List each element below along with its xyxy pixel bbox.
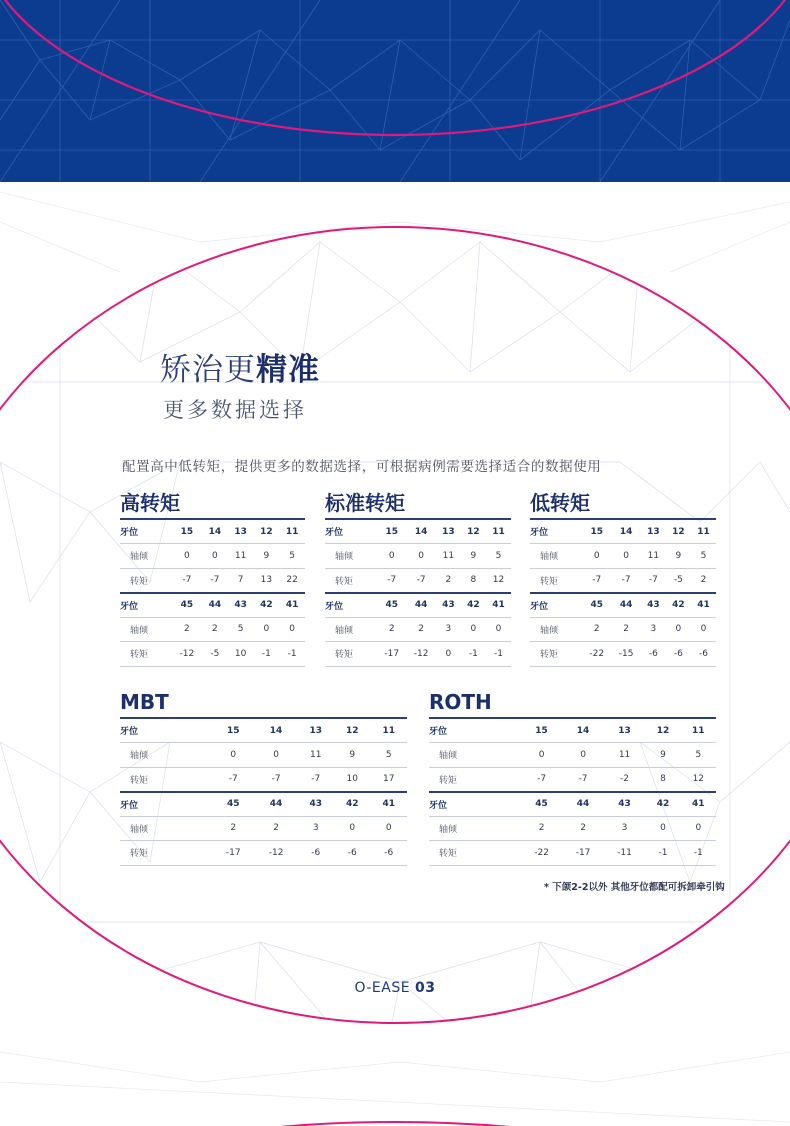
row-label: 轴倾 [120,743,212,768]
table-cell: -6 [666,642,691,667]
table-cell: 11 [604,743,645,768]
table-cell: 12 [486,568,511,593]
intro-text: 配置高中低转矩，提供更多的数据选择，可根据病例需要选择适合的数据使用 [122,459,602,475]
row-label: 转矩 [530,568,582,593]
table-row [530,519,716,544]
table-row [120,593,305,618]
table-cell: -7 [406,568,435,593]
data-table [325,518,511,667]
table-cell: 14 [202,519,228,544]
table-cell: 15 [172,519,202,544]
table-cell: 9 [666,544,691,569]
title-bold: 精准 [256,352,320,388]
table-cell: 0 [645,816,680,841]
row-label: 轴倾 [429,743,521,768]
row-label: 转矩 [120,841,212,866]
page-subtitle: 更多数据选择 [163,398,307,422]
table-cell: 2 [212,816,255,841]
table-cell: 15 [582,519,611,544]
table-cell: 0 [681,816,716,841]
table-cell: -11 [604,841,645,866]
table-cell: -17 [562,841,603,866]
table-cell: 10 [334,767,371,792]
table-block-low-torque [530,488,716,667]
table-cell: 0 [666,617,691,642]
row-label: 牙位 [120,519,172,544]
table-row [120,841,407,866]
table-cell: 9 [461,544,486,569]
footer-brand: O-EASE [354,980,411,996]
table-cell: -6 [297,841,334,866]
table-cell: 8 [645,767,680,792]
title-light: 矫治更 [160,352,256,388]
table-cell: 0 [255,743,298,768]
table-row [530,544,716,569]
table-cell: 0 [279,617,305,642]
table-cell: -17 [212,841,255,866]
table-cell: 0 [172,544,202,569]
table-cell: 5 [279,544,305,569]
table-title: MBT [120,690,169,714]
table-cell: 14 [562,718,603,743]
table-cell: 13 [641,519,666,544]
table-cell: -22 [582,642,611,667]
table-cell: 11 [228,544,254,569]
table-cell: 2 [611,617,640,642]
table-cell: -6 [334,841,371,866]
table-row [120,767,407,792]
table-cell: 2 [406,617,435,642]
table-cell: 44 [202,593,228,618]
table-cell: 11 [297,743,334,768]
table-cell: 7 [228,568,254,593]
table-cell: 22 [279,568,305,593]
page-title [160,344,320,389]
table-cell: -7 [521,767,562,792]
table-row [429,792,716,817]
table-cell: 0 [486,617,511,642]
table-cell: 5 [691,544,716,569]
table-cell: 42 [645,792,680,817]
table-cell: -2 [604,767,645,792]
table-cell: 9 [645,743,680,768]
row-label: 轴倾 [120,816,212,841]
row-label: 转矩 [429,841,521,866]
table-cell: 2 [202,617,228,642]
table-cell: 43 [641,593,666,618]
table-cell: 12 [681,767,716,792]
table-cell: -7 [377,568,406,593]
table-cell: -15 [611,642,640,667]
table-cell: -5 [666,568,691,593]
table-row [429,718,716,743]
table-cell: 13 [297,718,334,743]
table-cell: 8 [461,568,486,593]
table-title: 低转矩 [530,491,590,515]
table-cell: 11 [486,519,511,544]
table-row [325,519,511,544]
row-label: 转矩 [325,568,377,593]
table-cell: 0 [370,816,407,841]
table-cell: 11 [370,718,407,743]
row-label: 转矩 [120,568,172,593]
table-row [429,743,716,768]
page-number: 03 [415,980,436,996]
table-cell: 0 [253,617,279,642]
table-cell: -6 [691,642,716,667]
table-cell: 44 [406,593,435,618]
table-cell: 0 [582,544,611,569]
table-title: 标准转矩 [325,491,405,515]
table-cell: -17 [377,642,406,667]
table-cell: 2 [436,568,461,593]
table-cell: 44 [562,792,603,817]
row-label: 牙位 [120,593,172,618]
table-cell: 12 [666,519,691,544]
table-cell: 0 [691,617,716,642]
table-row [120,718,407,743]
table-row [429,841,716,866]
table-title: 高转矩 [120,491,180,515]
table-cell: 42 [666,593,691,618]
table-cell: 3 [436,617,461,642]
row-label: 转矩 [429,767,521,792]
table-cell: 2 [377,617,406,642]
table-cell: 14 [255,718,298,743]
table-cell: 2 [691,568,716,593]
table-cell: 12 [461,519,486,544]
table-cell: 5 [370,743,407,768]
table-cell: 3 [641,617,666,642]
row-label: 牙位 [325,593,377,618]
row-label: 牙位 [325,519,377,544]
table-cell: 2 [582,617,611,642]
table-cell: 41 [370,792,407,817]
table-cell: -7 [212,767,255,792]
table-cell: 2 [255,816,298,841]
table-cell: 44 [255,792,298,817]
table-title: ROTH [429,690,492,714]
table-cell: -7 [641,568,666,593]
row-label: 轴倾 [325,544,377,569]
table-cell: 42 [334,792,371,817]
table-cell: -7 [297,767,334,792]
table-cell: 9 [253,544,279,569]
data-table [429,717,716,866]
table-cell: 0 [562,743,603,768]
table-cell: 3 [604,816,645,841]
table-row [120,743,407,768]
table-row [325,642,511,667]
table-cell: 10 [228,642,254,667]
table-cell: -1 [253,642,279,667]
table-cell: 41 [486,593,511,618]
table-cell: 5 [681,743,716,768]
table-row [530,617,716,642]
table-cell: 45 [582,593,611,618]
table-cell: -6 [370,841,407,866]
table-cell: 3 [297,816,334,841]
banner-mesh-graphic [0,0,790,182]
row-label: 轴倾 [530,544,582,569]
table-cell: 14 [611,519,640,544]
row-label: 牙位 [429,718,521,743]
table-cell: 0 [202,544,228,569]
table-cell: -5 [202,642,228,667]
table-row [429,767,716,792]
table-block-mbt [120,687,407,866]
row-label: 牙位 [530,593,582,618]
table-cell: 44 [611,593,640,618]
table-cell: 11 [436,544,461,569]
table-cell: 5 [228,617,254,642]
table-cell: 0 [377,544,406,569]
row-label: 轴倾 [325,617,377,642]
table-cell: 15 [377,519,406,544]
row-label: 轴倾 [530,617,582,642]
row-label: 牙位 [120,718,212,743]
table-row [530,642,716,667]
table-row [530,593,716,618]
table-row [429,816,716,841]
table-row [120,544,305,569]
table-cell: 15 [521,718,562,743]
table-cell: 43 [436,593,461,618]
table-cell: 41 [681,792,716,817]
table-cell: -7 [562,767,603,792]
footnote: * 下颌2-2以外 其他牙位都配可拆卸牵引钩 [544,882,725,893]
table-cell: 13 [228,519,254,544]
table-cell: 45 [377,593,406,618]
table-row [120,617,305,642]
table-cell: 11 [641,544,666,569]
table-cell: 2 [521,816,562,841]
table-cell: -12 [172,642,202,667]
table-block-high-torque [120,488,305,667]
table-cell: 2 [172,617,202,642]
table-cell: 17 [370,767,407,792]
data-table [120,717,407,866]
table-cell: 12 [334,718,371,743]
table-row [120,519,305,544]
table-row [120,816,407,841]
table-cell: 45 [212,792,255,817]
table-cell: 12 [253,519,279,544]
table-cell: -12 [406,642,435,667]
table-cell: 0 [436,642,461,667]
table-cell: 9 [334,743,371,768]
row-label: 转矩 [530,642,582,667]
table-cell: 13 [253,568,279,593]
table-cell: 41 [691,593,716,618]
table-cell: 42 [461,593,486,618]
table-cell: 13 [604,718,645,743]
table-cell: 0 [212,743,255,768]
table-cell: -1 [279,642,305,667]
table-block-standard-torque [325,488,511,667]
table-cell: -1 [486,642,511,667]
table-cell: -7 [611,568,640,593]
table-cell: 13 [436,519,461,544]
table-cell: 0 [406,544,435,569]
table-row [325,568,511,593]
table-cell: 15 [212,718,255,743]
table-cell: -7 [255,767,298,792]
table-cell: -1 [645,841,680,866]
row-label: 转矩 [120,767,212,792]
table-cell: -22 [521,841,562,866]
table-cell: 5 [486,544,511,569]
table-cell: -6 [641,642,666,667]
table-row [325,593,511,618]
table-cell: -1 [461,642,486,667]
table-row [530,568,716,593]
data-table [530,518,716,667]
table-row [325,544,511,569]
row-label: 牙位 [429,792,521,817]
table-cell: 0 [334,816,371,841]
table-cell: 45 [521,792,562,817]
table-cell: -7 [172,568,202,593]
top-banner [0,0,790,182]
row-label: 轴倾 [429,816,521,841]
table-cell: 12 [645,718,680,743]
page-footer [0,980,790,996]
table-cell: 11 [681,718,716,743]
table-cell: -7 [202,568,228,593]
table-cell: 0 [611,544,640,569]
table-cell: 0 [461,617,486,642]
row-label: 牙位 [530,519,582,544]
table-cell: 41 [279,593,305,618]
row-label: 牙位 [120,792,212,817]
row-label: 轴倾 [120,617,172,642]
table-cell: -1 [681,841,716,866]
table-cell: 42 [253,593,279,618]
table-cell: 0 [521,743,562,768]
table-cell: 43 [604,792,645,817]
table-cell: 2 [562,816,603,841]
data-table [120,518,305,667]
table-cell: -12 [255,841,298,866]
row-label: 转矩 [325,642,377,667]
table-row [120,642,305,667]
table-cell: -7 [582,568,611,593]
row-label: 转矩 [120,642,172,667]
table-block-roth [429,687,716,866]
row-label: 轴倾 [120,544,172,569]
table-cell: 14 [406,519,435,544]
table-cell: 11 [691,519,716,544]
table-row [120,792,407,817]
table-cell: 45 [172,593,202,618]
table-row [120,568,305,593]
table-cell: 43 [297,792,334,817]
table-cell: 11 [279,519,305,544]
table-row [325,617,511,642]
table-cell: 43 [228,593,254,618]
